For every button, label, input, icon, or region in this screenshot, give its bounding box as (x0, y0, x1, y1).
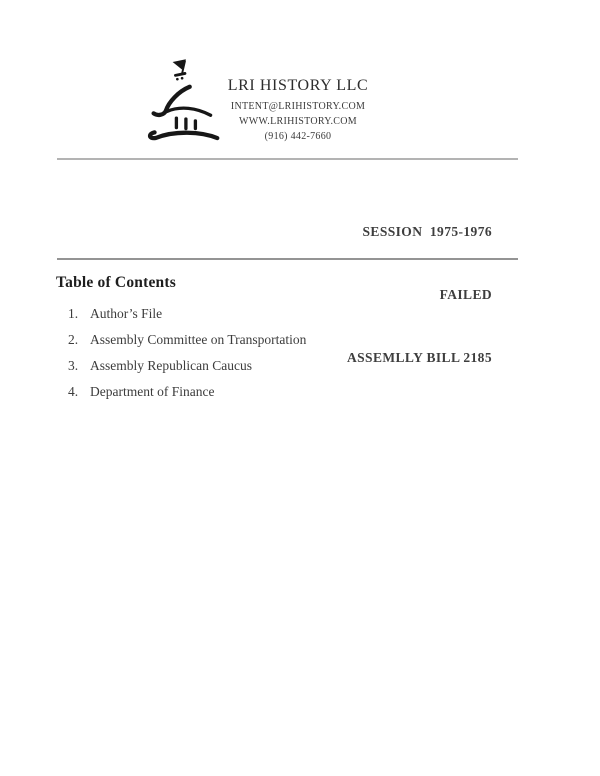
toc-item-label: Assembly Committee on Transportation (90, 332, 307, 347)
toc-item (68, 301, 306, 327)
org-name: LRI HISTORY LLC (227, 77, 369, 94)
org-phone: (916) 442-7660 (264, 131, 332, 142)
divider-top (57, 158, 518, 160)
toc-item-number: 1. (68, 306, 79, 321)
toc-heading: Table of Contents (56, 274, 176, 291)
status-line: FAILED (439, 287, 492, 302)
bill-line: ASSEMLLY BILL 2185 (346, 350, 492, 365)
letterhead (148, 76, 448, 142)
session-line: SESSION 1975-1976 (362, 224, 492, 239)
case-info (347, 179, 492, 410)
divider-bottom (57, 258, 518, 260)
org-email: INTENT@LRIHISTORY.COM (230, 101, 366, 112)
toc-item (68, 327, 306, 353)
toc-list (68, 301, 306, 405)
toc-item-number: 3. (68, 358, 79, 373)
toc-item-label: Assembly Republican Caucus (90, 358, 252, 373)
toc-item-number: 2. (68, 332, 79, 347)
org-website: WWW.LRIHISTORY.COM (238, 116, 357, 127)
toc-item (68, 353, 306, 379)
toc-item-label: Author’s File (90, 306, 163, 321)
toc-item-label: Department of Finance (90, 384, 215, 399)
toc-item-number: 4. (68, 384, 79, 399)
toc-item (68, 379, 306, 405)
